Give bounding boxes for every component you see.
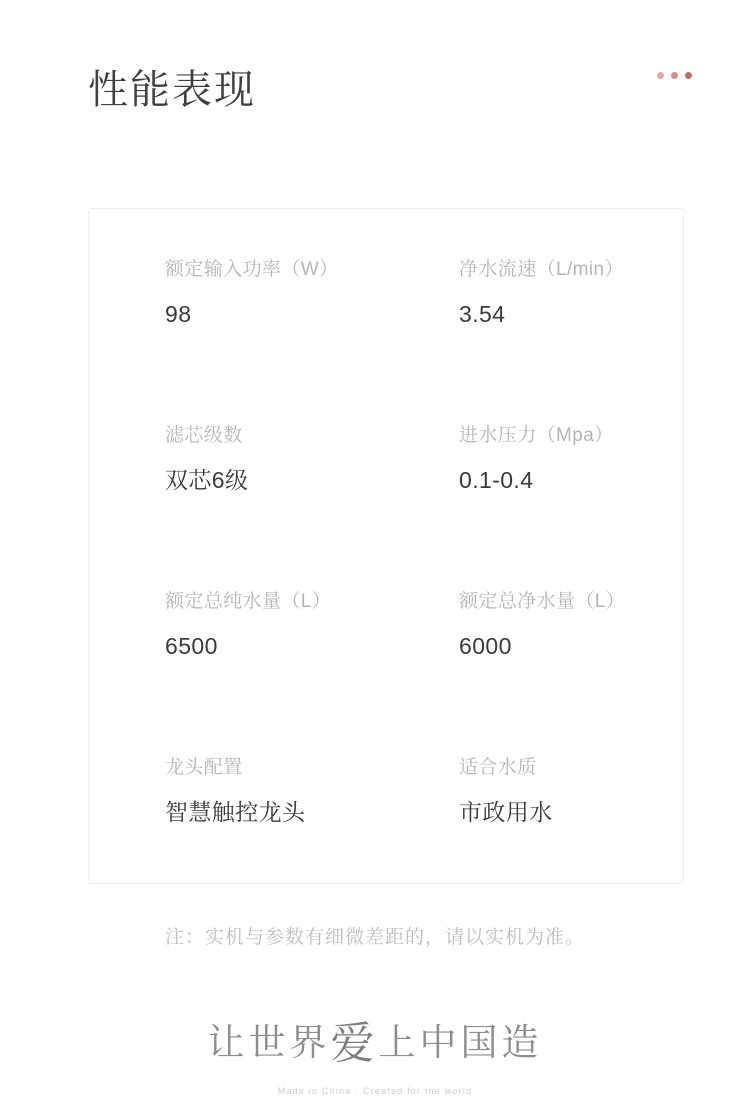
spec-value: 市政用水: [459, 799, 553, 825]
spec-item-total-clean-water: [386, 589, 683, 755]
spec-item-water-quality: [386, 755, 683, 921]
spec-value: 3.54: [459, 301, 506, 327]
spec-label: 额定输入功率（W）: [165, 259, 339, 280]
spec-value: 98: [165, 301, 192, 327]
spec-label: 龙头配置: [165, 757, 243, 778]
spec-item-total-pure-water: [89, 589, 386, 755]
page-title: 性能表现: [88, 68, 256, 112]
spec-label: 适合水质: [459, 757, 537, 778]
spec-item-inlet-pressure: [386, 423, 683, 589]
spec-value: 智慧触控龙头: [165, 799, 306, 825]
spec-label: 额定总纯水量（L）: [165, 591, 332, 612]
spec-label: 进水压力（Mpa）: [459, 425, 614, 446]
spec-item-faucet-config: [89, 755, 386, 921]
spec-value: 0.1-0.4: [459, 467, 534, 493]
spec-item-flow-rate: [386, 257, 683, 423]
footer-slogan-sub: Made in China · Created for the world: [277, 1086, 473, 1096]
spec-value: 双芯6级: [165, 467, 249, 493]
dot-icon-1: [657, 72, 664, 79]
decorative-dots: [657, 72, 692, 79]
spec-card: [88, 208, 684, 884]
spec-item-rated-power: [89, 257, 386, 423]
spec-grid: [89, 209, 683, 883]
dot-icon-3: [685, 72, 692, 79]
spec-label: 滤芯级数: [165, 425, 243, 446]
spec-value: 6500: [165, 633, 218, 659]
spec-label: 额定总净水量（L）: [459, 591, 626, 612]
disclaimer-note: 注：实机与参数有细微差距的，请以实机为准。: [164, 927, 585, 948]
spec-value: 6000: [459, 633, 512, 659]
slogan-part-1: 让世界: [207, 1021, 331, 1064]
spec-item-filter-stages: [89, 423, 386, 589]
slogan-emphasis: 爱: [330, 1018, 379, 1069]
slogan-part-2: 上中国造: [378, 1021, 543, 1064]
dot-icon-2: [671, 72, 678, 79]
page-header: [0, 0, 750, 200]
spec-label: 净水流速（L/min）: [459, 259, 624, 280]
